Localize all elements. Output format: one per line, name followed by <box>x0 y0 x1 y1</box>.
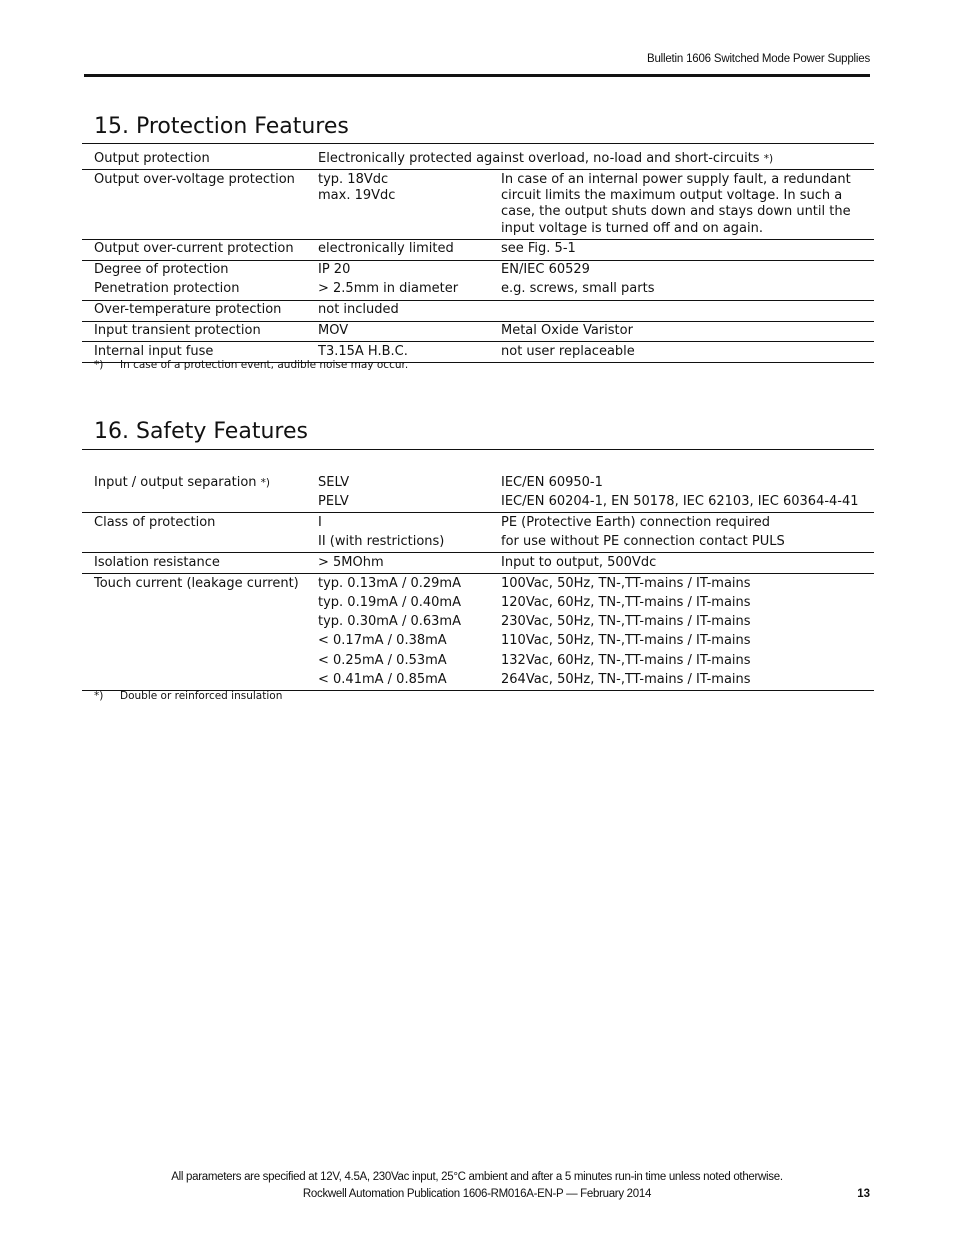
row-value: MOV <box>306 321 489 342</box>
table-row <box>82 611 874 630</box>
footnote-marker: *) <box>94 690 104 702</box>
row-label: Input transient protection <box>82 321 306 342</box>
row-label: Degree of protection <box>94 262 229 278</box>
table-row <box>82 650 874 669</box>
row-value: < 0.41mA / 0.85mA <box>306 669 489 691</box>
footnote-marker: *) <box>763 153 774 165</box>
protection-section-title: 15. Protection Features <box>94 114 349 139</box>
table-row <box>82 260 874 278</box>
row-label: Touch current (leakage current) <box>94 575 299 591</box>
protection-title-rule <box>82 143 874 144</box>
row-label: Class of protection <box>94 514 216 530</box>
footnote-marker: *) <box>260 477 271 489</box>
footnote-text: Double or reinforced insulation <box>120 690 283 702</box>
row-note: 264Vac, 50Hz, TN-,TT-mains / IT-mains <box>489 669 874 691</box>
table-row <box>82 669 874 691</box>
protection-table <box>82 151 874 363</box>
safety-footnote <box>94 690 282 702</box>
row-note: see Fig. 5-1 <box>489 239 874 260</box>
row-note: e.g. screws, small parts <box>489 279 874 301</box>
output-protection-value: Electronically protected against overload, no-load and short-circuits <box>318 151 760 166</box>
footnote-text: In case of a protection event, audible noise may occur. <box>120 359 409 371</box>
row-note: 120Vac, 60Hz, TN-,TT-mains / IT-mains <box>501 594 751 610</box>
row-value: not included <box>306 300 489 321</box>
row-label <box>82 475 306 491</box>
row-label <box>82 650 306 669</box>
header-rule <box>84 74 870 77</box>
row-value: SELV <box>318 475 350 490</box>
row-value: IP 20 <box>318 262 351 278</box>
row-label: Output over-voltage protection <box>82 170 306 240</box>
table-row <box>82 592 874 611</box>
table-row <box>82 300 874 321</box>
row-note: IEC/EN 60204-1, EN 50178, IEC 62103, IEC 60364-4-41 <box>489 491 874 513</box>
footer-publication: Rockwell Automation Publication 1606-RM016A-EN-P — February 2014 <box>302 1188 652 1200</box>
row-value: electronically limited <box>306 239 489 260</box>
row-label: Output over-current protection <box>82 239 306 260</box>
safety-title-rule <box>82 449 874 450</box>
row-note: EN/IEC 60529 <box>501 262 590 278</box>
row-value: PELV <box>306 491 489 513</box>
page-number: 13 <box>857 1188 870 1200</box>
row-value: typ. 0.13mA / 0.29mA <box>318 575 461 591</box>
table-row <box>82 170 874 240</box>
table-row <box>82 553 874 574</box>
table-row <box>82 574 874 592</box>
row-note: 100Vac, 50Hz, TN-,TT-mains / IT-mains <box>501 575 751 591</box>
table-row <box>82 491 874 513</box>
ovp-note-line: case, the output shuts down and stays down until the <box>501 204 851 220</box>
table-row <box>82 475 874 491</box>
safety-table <box>82 475 874 691</box>
table-row <box>82 151 874 170</box>
separation-label: Input / output separation <box>94 475 257 490</box>
row-label <box>82 611 306 630</box>
row-label: Internal input fuse <box>82 342 306 363</box>
running-header: Bulletin 1606 Switched Mode Power Supplies <box>646 53 870 65</box>
row-label <box>82 669 306 691</box>
row-note: for use without PE connection contact PULS <box>489 531 874 553</box>
table-row <box>82 630 874 649</box>
row-value: > 5MOhm <box>306 553 489 574</box>
row-note: 110Vac, 50Hz, TN-,TT-mains / IT-mains <box>501 633 751 649</box>
row-note: Metal Oxide Varistor <box>489 321 874 342</box>
row-value: < 0.17mA / 0.38mA <box>318 633 447 649</box>
row-label: Over-temperature protection <box>82 300 306 321</box>
safety-section-title: 16. Safety Features <box>94 419 308 444</box>
row-note: Input to output, 500Vdc <box>489 553 874 574</box>
row-value: typ. 0.19mA / 0.40mA <box>318 594 461 610</box>
row-label: Penetration protection <box>82 279 306 301</box>
row-value: T3.15A H.B.C. <box>306 342 489 363</box>
row-value: II (with restrictions) <box>306 531 489 553</box>
row-value: typ. 0.30mA / 0.63mA <box>318 614 461 630</box>
row-value: I <box>318 514 322 530</box>
row-label: Isolation resistance <box>82 553 306 574</box>
row-note: IEC/EN 60950-1 <box>501 475 603 490</box>
ovp-note-line: In case of an internal power supply fault, a redundant <box>501 171 851 187</box>
row-label: Output protection <box>82 151 306 170</box>
table-row <box>82 531 874 553</box>
row-label <box>82 592 306 611</box>
row-note: 230Vac, 50Hz, TN-,TT-mains / IT-mains <box>501 614 751 630</box>
footer-note: All parameters are specified at 12V, 4.5A, 230Vac input, 25°C ambient and after a 5 minutes run-in time unless noted otherwise. <box>171 1171 783 1183</box>
ovp-max-value: max. 19Vdc <box>318 188 396 204</box>
ovp-typ-value: typ. 18Vdc <box>318 171 389 187</box>
table-row <box>82 239 874 260</box>
row-note <box>489 300 874 321</box>
row-value <box>306 151 874 170</box>
table-row <box>82 321 874 342</box>
row-value: > 2.5mm in diameter <box>306 279 489 301</box>
row-note: PE (Protective Earth) connection required <box>501 514 770 530</box>
protection-footnote <box>94 359 408 371</box>
row-label <box>82 531 306 553</box>
row-note: not user replaceable <box>489 342 874 363</box>
row-note: 132Vac, 60Hz, TN-,TT-mains / IT-mains <box>501 652 751 668</box>
row-value: < 0.25mA / 0.53mA <box>318 652 447 668</box>
table-row <box>82 279 874 301</box>
row-value <box>306 170 489 240</box>
row-label <box>82 630 306 649</box>
table-row <box>82 513 874 531</box>
footnote-marker: *) <box>94 359 104 371</box>
ovp-note-line: input voltage is turned off and on again. <box>501 220 763 236</box>
ovp-note-line: circuit limits the maximum output voltage. In such a <box>501 188 843 204</box>
row-note <box>489 170 874 240</box>
row-label <box>82 491 306 513</box>
